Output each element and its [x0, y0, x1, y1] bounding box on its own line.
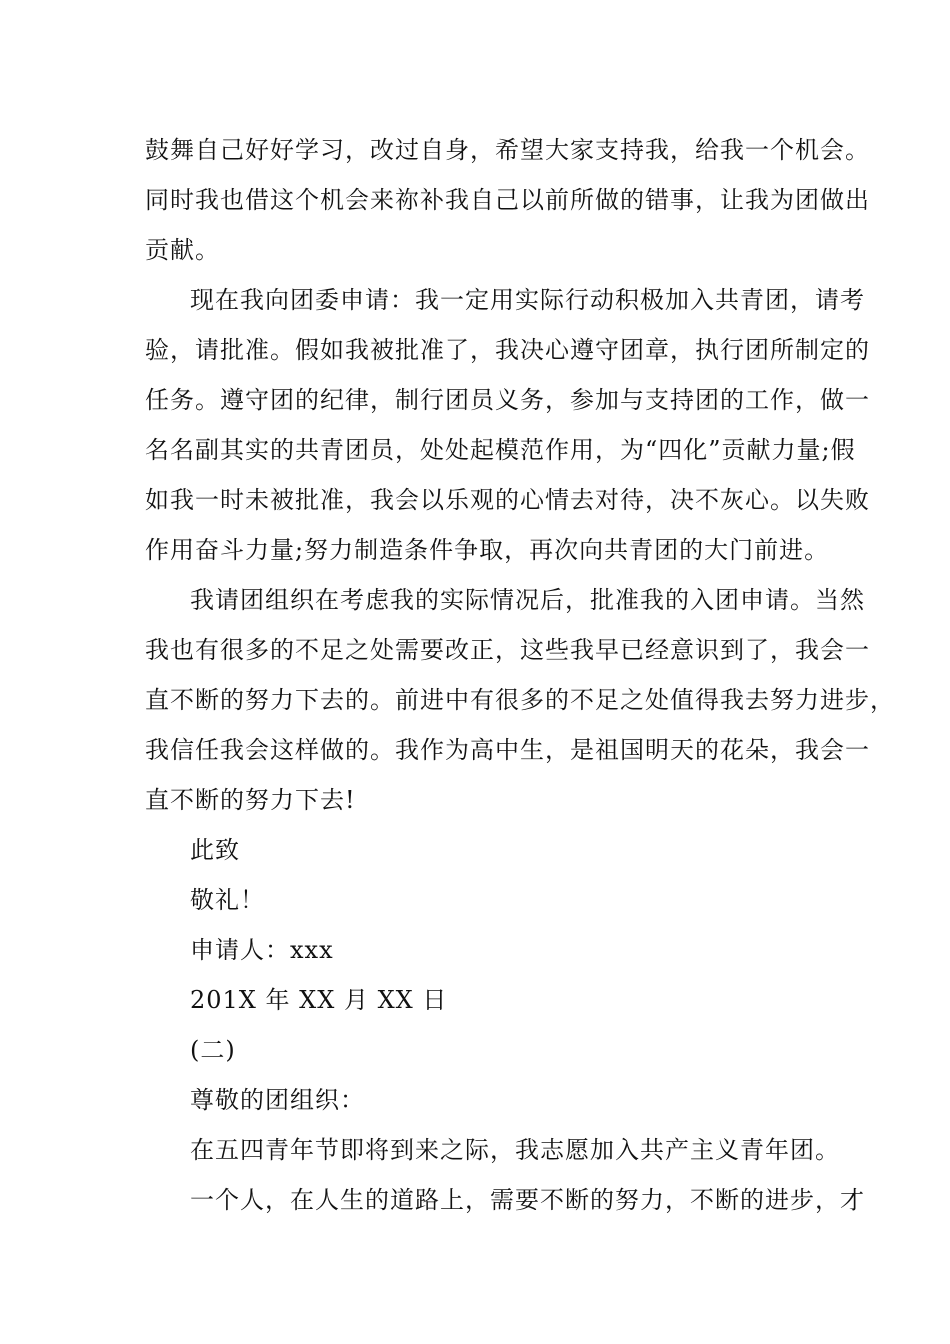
applicant-name: 申请人：xxx — [190, 936, 334, 964]
text-line: 我也有很多的不足之处需要改正，这些我早已经意识到了，我会一 — [145, 636, 870, 664]
paragraph-start-line: 一个人，在人生的道路上，需要不断的努力，不断的进步，才 — [190, 1186, 865, 1214]
text-line: 直不断的努力下去! — [145, 786, 356, 814]
section-number: (二) — [190, 1036, 236, 1064]
letter-greeting: 尊敬的团组织： — [190, 1086, 365, 1114]
paragraph-start-line: 在五四青年节即将到来之际，我志愿加入共产主义青年团。 — [190, 1136, 840, 1164]
text-line: 任务。遵守团的纪律，制行团员义务，参加与支持团的工作，做一 — [145, 386, 870, 414]
paragraph-start-line: 现在我向团委申请：我一定用实际行动积极加入共青团，请考 — [190, 286, 865, 314]
text-line: 如我一时未被批准，我会以乐观的心情去对待，决不灰心。以失败 — [145, 486, 870, 514]
text-line: 我信任我会这样做的。我作为高中生，是祖国明天的花朵，我会一 — [145, 736, 870, 764]
application-date: 201X 年 XX 月 XX 日 — [190, 986, 448, 1014]
text-line: 鼓舞自己好好学习，改过自身，希望大家支持我，给我一个机会。 — [145, 136, 870, 164]
closing-salutation: 此致 — [190, 836, 240, 864]
text-line: 作用奋斗力量;努力制造条件争取，再次向共青团的大门前进。 — [145, 536, 830, 564]
paragraph-start-line: 我请团组织在考虑我的实际情况后，批准我的入团申请。当然 — [190, 586, 865, 614]
text-line: 验，请批准。假如我被批准了，我决心遵守团章，执行团所制定的 — [145, 336, 870, 364]
text-line: 直不断的努力下去的。前进中有很多的不足之处值得我去努力进步， — [145, 686, 895, 714]
closing-respect: 敬礼！ — [190, 886, 265, 914]
text-line: 名名副其实的共青团员，处处起模范作用，为“四化”贡献力量;假 — [145, 436, 856, 464]
text-line: 贡献。 — [145, 236, 220, 264]
text-line: 同时我也借这个机会来祢补我自己以前所做的错事，让我为团做出 — [145, 186, 870, 214]
